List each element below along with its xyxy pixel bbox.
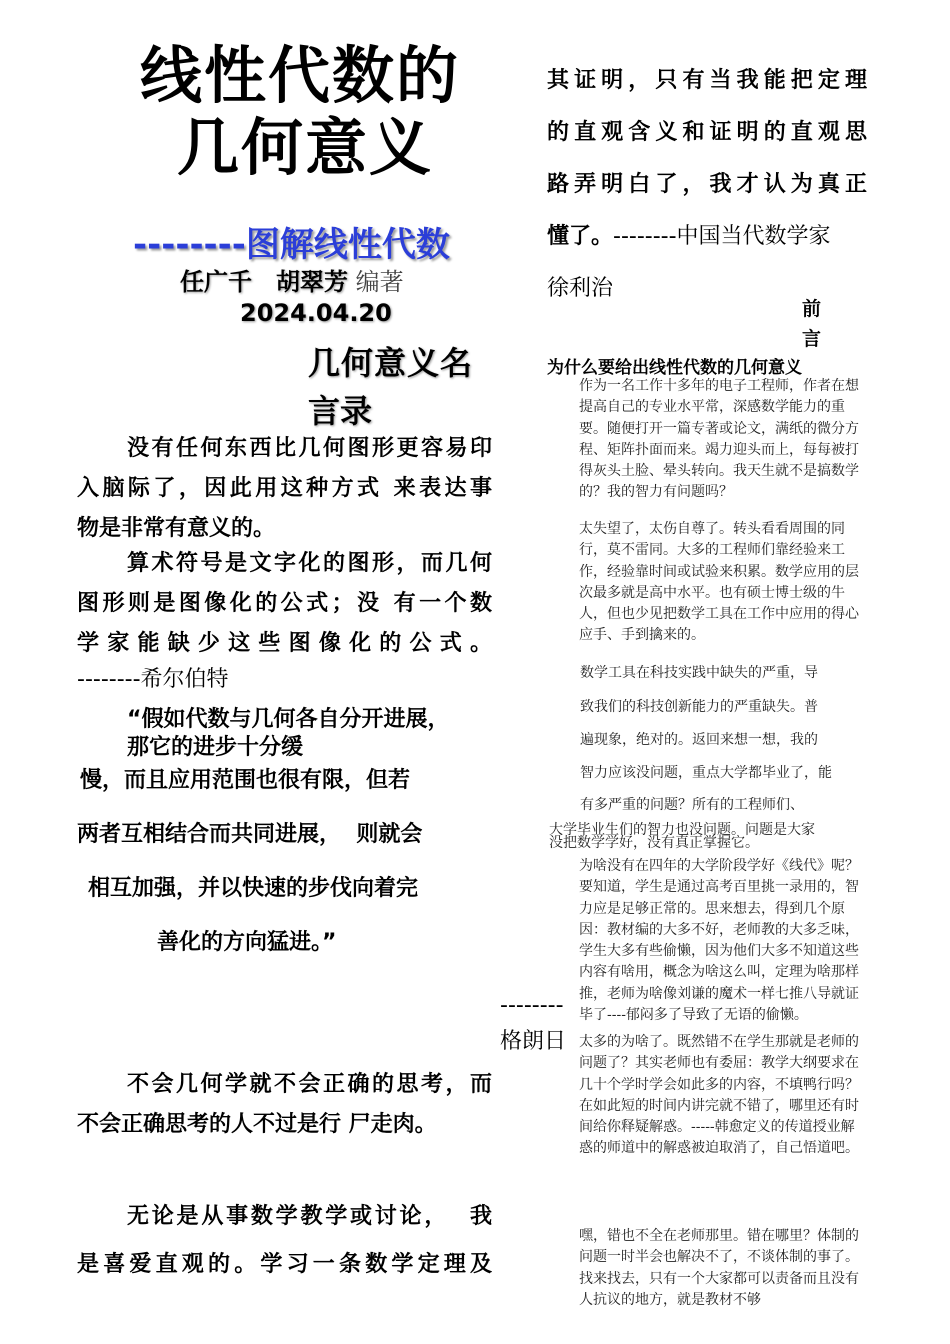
preface-paragraph	[547, 376, 865, 504]
preface-paragraph	[547, 1032, 865, 1160]
preface-p3-line: 大学毕业生们的智力也没问题。问题是大家	[549, 822, 815, 838]
quote-3-attribution-name: 格朗日	[500, 1029, 567, 1054]
preface-p3-line: 数学工具在科技实践中缺失的严重，导	[580, 665, 818, 681]
quote-5-attribution: --------中国当代数学家	[613, 224, 831, 249]
quote-4-line: 不会几何学就不会正确的思考，而	[127, 1072, 492, 1097]
quote-5-line: 是喜爱直观的。学习一条数学定理及	[77, 1252, 492, 1277]
quote-5-attribution-name: 徐利治	[547, 276, 614, 301]
quote-1	[77, 429, 492, 549]
preface-p3-line: 智力应该没问题，重点大学都毕业了，能	[580, 765, 832, 781]
preface-p3-line: 没把数学学好，没有真正掌握它。	[549, 835, 759, 851]
quote-3-line: 相互加强，并以快速的步伐向着完	[88, 876, 419, 901]
quote-5-cont-line: 的直观含义和证明的直观思	[547, 120, 867, 145]
author-role: 编著	[355, 268, 404, 296]
preface-heading-line-1: 前	[802, 298, 822, 320]
quote-3-line: 慢，而且应用范围也很有限，但若	[80, 768, 411, 793]
quote-2-line: 图形则是图像化的公式；没 有一个数	[77, 591, 492, 616]
quote-3-line: 善化的方向猛进。”	[157, 930, 337, 955]
title-line-1: 线性代数的	[139, 39, 460, 112]
quote-3-attribution-dashes: --------	[500, 993, 564, 1018]
quote-5-cont-line	[547, 211, 867, 263]
quote-4-line: 不会正确思考的人不过是行 尸走肉。	[77, 1112, 437, 1137]
preface-paragraph	[547, 519, 865, 647]
preface-p3-line: 致我们的科技创新能力的严重缺失。普	[580, 699, 818, 715]
title-line-2: 几何意义	[176, 111, 433, 184]
subtitle: --------图解线性代数	[133, 225, 450, 265]
preface-heading-line-2: 言	[802, 328, 822, 350]
quote-2-line: 学家能缺少这些图像化的公式。	[77, 631, 492, 656]
quote-3-line: 那它的进步十分缓	[127, 735, 304, 760]
preface-paragraph-text: 嘿，错也不全在老师那里。错在哪里？体制的问题一时半会也解决不了，不谈体制的事了。找来找去，只有一个大家都可以责备而且没有人抗议的地方，就是教材不够	[579, 1228, 859, 1308]
date: 2024.04.20	[240, 299, 392, 327]
quote-5	[77, 1193, 492, 1289]
preface-paragraph	[547, 1226, 865, 1311]
preface-paragraph-text: 为啥没有在四年的大学阶段学好《线代》呢？要知道，学生是通过高考百里挑一录用的，智力应是足够正常的。思来想去，得到几个原因：教材编的大多不好，老师教的大多乏味，学生大多有些偷懒，因为他们大多不知道这些内容有啥用，概念为啥这么叫，定理为啥那样推，老师为啥像刘谦的魔术一样七推八导就证毕了----郁闷多了导致了无语的偷懒。	[579, 858, 859, 1024]
preface-paragraph	[547, 856, 865, 1026]
quote-1-line: 物是非常有意义的。	[77, 516, 276, 541]
quotes-heading-line-1: 几何意义名	[308, 344, 474, 382]
preface-paragraph-text: 作为一名工作十多年的电子工程师，作者在想提高自己的专业水平常，深感数学能力的重要。随便打开一篇专著或论文，满纸的微分方程、矩阵扑面而来。竭力迎头而上，每每被打得灰头土脸、晕头转向。我天生就不是搞数学的？我的智力有问题吗？	[579, 378, 859, 501]
quote-1-line: 入脑际了，因此用这种方式 来表达事	[77, 476, 492, 501]
quote-2	[77, 544, 492, 664]
quote-5-continued	[547, 55, 867, 315]
quote-5-cont-line: 其证明，只有当我能把定理	[547, 68, 867, 93]
quote-5-cont-line: 路弄明白了，我才认为真正	[547, 172, 867, 197]
quote-4	[77, 1065, 492, 1145]
author-names: 任广千 胡翠芳	[180, 268, 348, 296]
authors	[180, 262, 404, 297]
quote-5-cont-end: 懂了。	[547, 224, 614, 249]
quote-2-attribution: --------希尔伯特	[77, 667, 229, 692]
quote-5-line: 无论是从事数学教学或讨论， 我	[127, 1204, 492, 1229]
preface-p3-line: 有多严重的问题？所有的工程师们、	[580, 797, 804, 813]
preface-paragraph-text: 太多的为啥了。既然错不在学生那就是老师的问题了？其实老师也有委屈：教学大纲要求在几十个学时学会如此多的内容，不填鸭行吗？在如此短的时间内讲完就不错了，哪里还有时间给你释疑解惑。-----韩愈定义的传道授业解惑的师道中的解惑被迫取消了，自己悟道吧。	[579, 1034, 859, 1157]
quote-3-line: 两者互相结合而共同进展， 则就会	[77, 822, 423, 847]
preface-paragraph-text: 太失望了，太伤自尊了。转头看看周围的同行，莫不雷同。大多的工程师们靠经验来工作，经验靠时间或试验来积累。数学应用的层次最多就是高中水平。也有硕士博士级的牛人，但也少见把数学工具在工作中应用的得心应手、手到擒来的。	[579, 521, 859, 644]
quotes-heading-line-2: 言录	[308, 392, 373, 430]
preface-subheading: 为什么要给出线性代数的几何意义	[547, 358, 802, 378]
preface-p3-line: 遍现象，绝对的。返回来想一想，我的	[580, 732, 818, 748]
quote-3-line: “假如代数与几何各自分开进展，	[127, 707, 450, 732]
quote-1-line: 没有任何东西比几何图形更容易印	[127, 436, 492, 461]
quote-2-line: 算术符号是文字化的图形，而几何	[127, 551, 492, 576]
